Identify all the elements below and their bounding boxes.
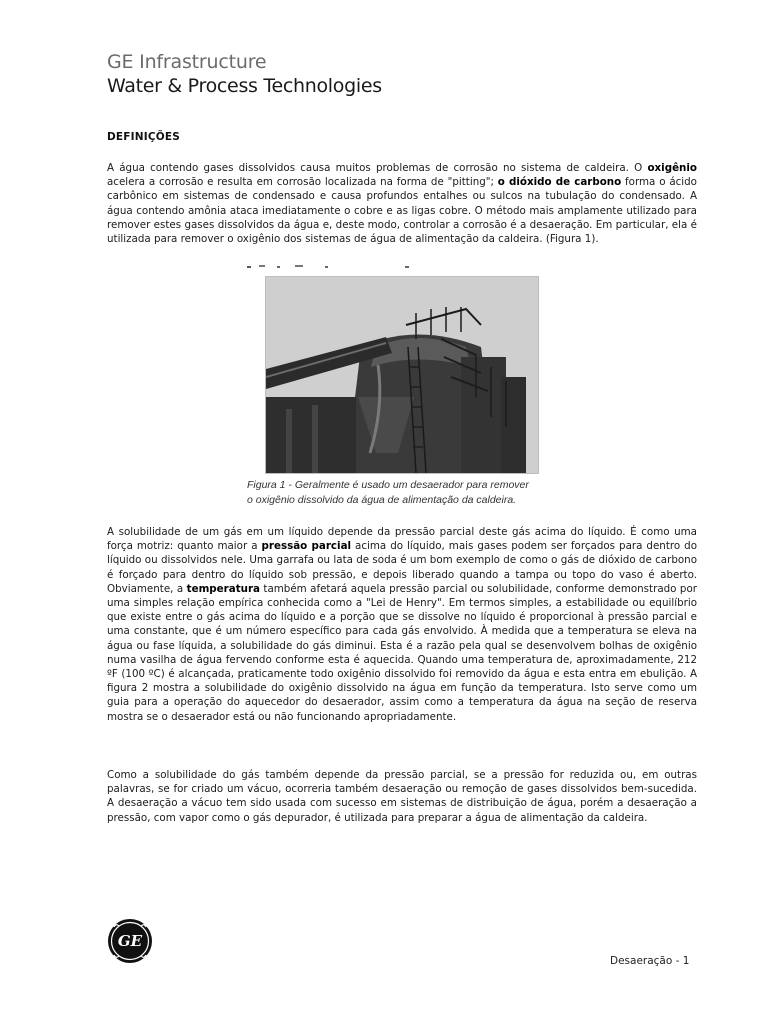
paragraph-solubility-text-1: A solubilidade de um gás em um líquido depende da pressão parcial deste gás acima do líquido. É como uma força motriz: quanto maior a — [107, 526, 697, 553]
scan-artifact — [247, 264, 412, 270]
section-title: DEFINIÇÕES — [107, 131, 181, 143]
paragraph-solubility — [107, 525, 697, 724]
brand-line-1: GE Infrastructure — [107, 51, 267, 73]
term-carbon-dioxide: o dióxido de carbono — [497, 176, 622, 189]
figure-caption-line-2: o oxigênio dissolvido da água de alimentação da caldeira. — [247, 494, 517, 506]
logo-letters: GE — [117, 932, 143, 950]
figure-caption — [247, 478, 529, 508]
paragraph-solubility-text-3: também afetará aquela pressão parcial ou solubilidade, conforme demonstrado por uma simples relação empírica conhecida como a "Lei de Henry". Em termos simples, a estabilidade ou equilíbrio que existe entre o gás acima do líquido e a porção que se dissolve no líquido é proporcional à pressão parcial e uma constante, que é um número específico para cada gás envolvido. À medida que a temperatura se eleva na água ou fase líquida, a solubilidade do gás diminui. Esta é a razão pela qual se desenvolvem bolhas de oxigênio numa vasilha de água fervendo conforme esta é aquecida. Quando uma temperatura de, aproximadamente, 212 ºF (100 ºC) é alcançada, praticamente todo oxigênio dissolvido foi removido da água e esta entra em ebulição. A figura 2 mostra a solubilidade do oxigênio dissolvido na água em função da temperatura. Isto serve como um guia para a operação do aquecedor do desaerador, assim como a temperatura da água na seção de reserva mostra se o desaerador está ou não funcionando apropriadamente. — [107, 582, 697, 723]
paragraph-intro — [107, 161, 697, 246]
paragraph-intro-text-3: forma o ácido carbônico em sistemas de condensado e causa profundos entalhes ou sulcos na tubulação do condensado. A água contendo amônia ataca imediatamente o cobre e as ligas cobre. O método mais amplamente utilizado para remover estes gases dissolvidos da água e, deste modo, controlar a corrosão é a desaeração. Em particular, ela é utilizada para remover o oxigênio dos sistemas de água de alimentação da caldeira. (Figura 1). — [107, 176, 697, 246]
paragraph-vacuum: Como a solubilidade do gás também depende da pressão parcial, se a pressão for reduzida ou, em outras palavras, se for criado um vácuo, ocorreria também desaeração ou remoção de gases dissolvidos bem-sucedida. A desaeração a vácuo tem sido usada com sucesso em sistemas de distribuição de água, porém a desaeração a pressão, com vapor como o gás depurador, é utilizada para preparar a água de alimentação da caldeira. — [107, 769, 697, 824]
term-partial-pressure: pressão parcial — [261, 540, 352, 553]
page-header — [107, 50, 382, 98]
deaerator-photo — [266, 277, 538, 473]
figure-caption-line-1: Figura 1 - Geralmente é usado um desaerador para remover — [247, 479, 529, 491]
page-number: Desaeração - 1 — [610, 955, 690, 967]
figure-deaerator-photo — [265, 276, 539, 474]
paragraph-intro-text-2: acelera a corrosão e resulta em corrosão localizada na forma de "pitting"; — [107, 176, 498, 189]
paragraph-solubility-text-2: acima do líquido, mais gases podem ser forçados para dentro do líquido ou dissolvidos nele. Uma garrafa ou lata de soda é um bom exemplo de como o gás de dióxido de carbono é forçado para dentro do líquido sob pressão, e depois liberado quando a tampa ou topo do vaso é aberto. Obviamente, a — [107, 540, 697, 595]
term-oxygen: oxigênio — [647, 162, 697, 174]
ge-logo — [107, 918, 153, 964]
brand-line-2: Water & Process Technologies — [107, 75, 382, 97]
term-temperature: temperatura — [186, 582, 260, 595]
paragraph-intro-text-1: A água contendo gases dissolvidos causa muitos problemas de corrosão no sistema de caldeira. O — [107, 162, 648, 174]
